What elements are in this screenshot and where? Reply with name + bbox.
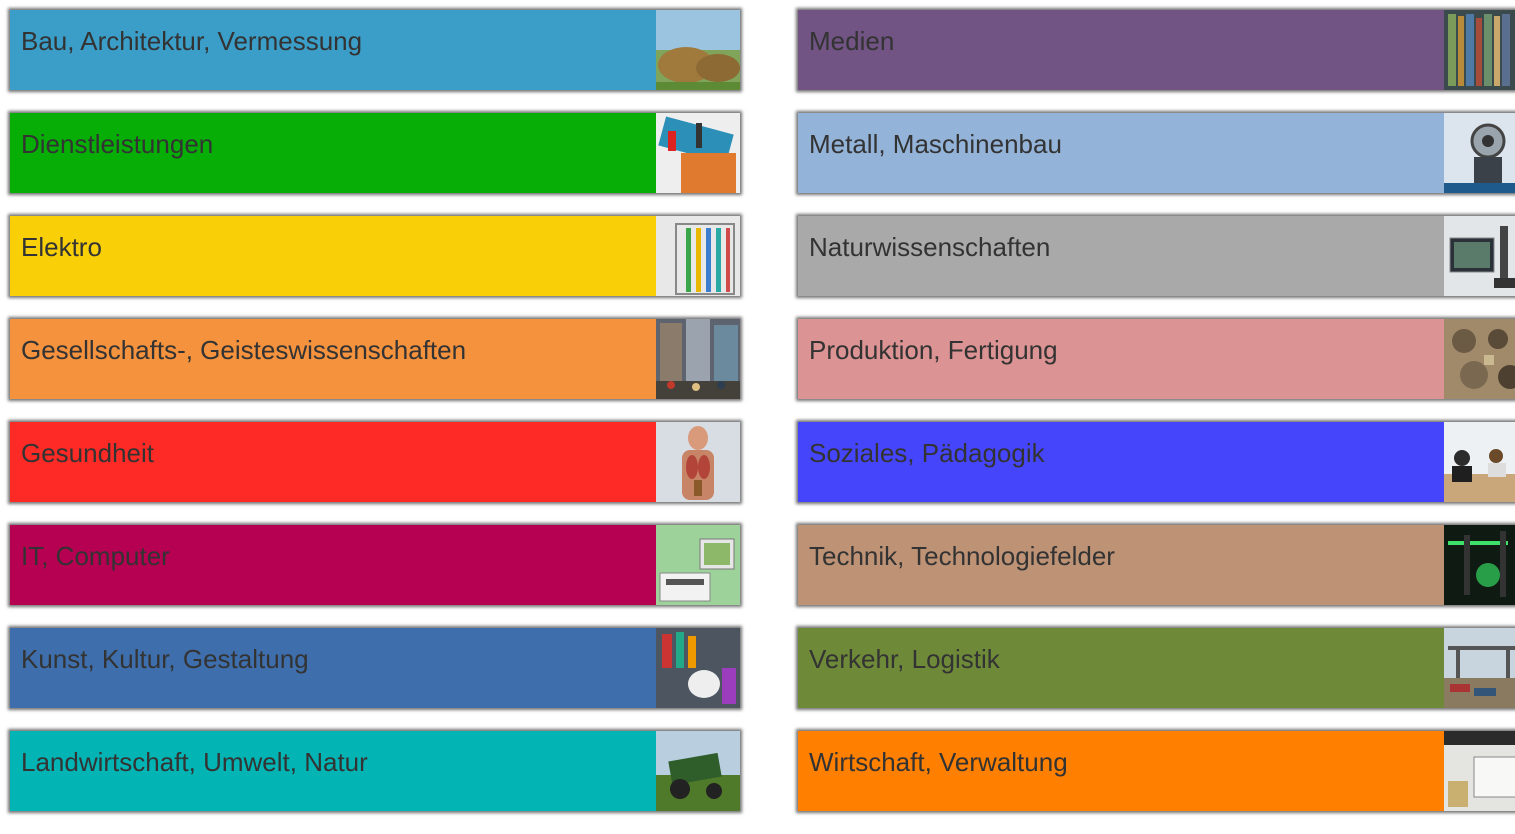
right-category-column bbox=[798, 10, 1515, 834]
port-thumbnail-icon bbox=[1444, 628, 1515, 708]
category-label: Elektro bbox=[21, 232, 102, 262]
street-thumbnail-icon bbox=[656, 319, 740, 399]
category-tile-medien[interactable] bbox=[798, 10, 1515, 90]
category-tile-gesellschaft[interactable] bbox=[10, 319, 740, 399]
category-tile-dienstleistungen[interactable] bbox=[10, 113, 740, 193]
library-thumbnail-icon bbox=[1444, 10, 1515, 90]
toolbox-thumbnail-icon bbox=[656, 113, 740, 193]
construction-thumbnail-icon bbox=[656, 10, 740, 90]
category-label: Technik, Technologiefelder bbox=[809, 541, 1115, 571]
category-label: Soziales, Pädagogik bbox=[809, 438, 1045, 468]
category-tile-technik[interactable] bbox=[798, 525, 1515, 605]
category-tile-soziales[interactable] bbox=[798, 422, 1515, 502]
tractor-thumbnail-icon bbox=[656, 731, 740, 811]
cables-thumbnail-icon bbox=[656, 216, 740, 296]
laser-thumbnail-icon bbox=[1444, 525, 1515, 605]
category-label: Dienstleistungen bbox=[21, 129, 214, 159]
category-label: Wirtschaft, Verwaltung bbox=[809, 747, 1068, 777]
category-tile-kunst[interactable] bbox=[10, 628, 740, 708]
computer-thumbnail-icon bbox=[656, 525, 740, 605]
meeting-thumbnail-icon bbox=[1444, 422, 1515, 502]
category-tile-landwirtschaft[interactable] bbox=[10, 731, 740, 811]
category-tile-bau[interactable] bbox=[10, 10, 740, 90]
category-label: Bau, Architektur, Vermessung bbox=[21, 26, 363, 56]
art-thumbnail-icon bbox=[656, 628, 740, 708]
left-category-column bbox=[10, 10, 740, 834]
factory-thumbnail-icon bbox=[1444, 319, 1515, 399]
category-label: IT, Computer bbox=[21, 541, 170, 571]
office-thumbnail-icon bbox=[1444, 731, 1515, 811]
category-label: Verkehr, Logistik bbox=[809, 644, 1000, 674]
category-tile-produktion[interactable] bbox=[798, 319, 1515, 399]
machine-thumbnail-icon bbox=[1444, 113, 1515, 193]
category-tile-metall[interactable] bbox=[798, 113, 1515, 193]
category-label: Gesellschafts-, Geisteswissenschaften bbox=[21, 335, 467, 365]
category-tile-elektro[interactable] bbox=[10, 216, 740, 296]
category-label: Metall, Maschinenbau bbox=[809, 129, 1062, 159]
category-tile-naturwissenschaften[interactable] bbox=[798, 216, 1515, 296]
lab-thumbnail-icon bbox=[1444, 216, 1515, 296]
category-label: Medien bbox=[809, 26, 895, 56]
category-tile-verkehr[interactable] bbox=[798, 628, 1515, 708]
category-label: Gesundheit bbox=[21, 438, 154, 468]
category-label: Produktion, Fertigung bbox=[809, 335, 1058, 365]
category-label: Landwirtschaft, Umwelt, Natur bbox=[21, 747, 368, 777]
category-tile-wirtschaft[interactable] bbox=[798, 731, 1515, 811]
category-tile-gesundheit[interactable] bbox=[10, 422, 740, 502]
category-label: Naturwissenschaften bbox=[809, 232, 1051, 262]
category-label: Kunst, Kultur, Gestaltung bbox=[21, 644, 309, 674]
anatomy-thumbnail-icon bbox=[656, 422, 740, 502]
category-tile-it[interactable] bbox=[10, 525, 740, 605]
